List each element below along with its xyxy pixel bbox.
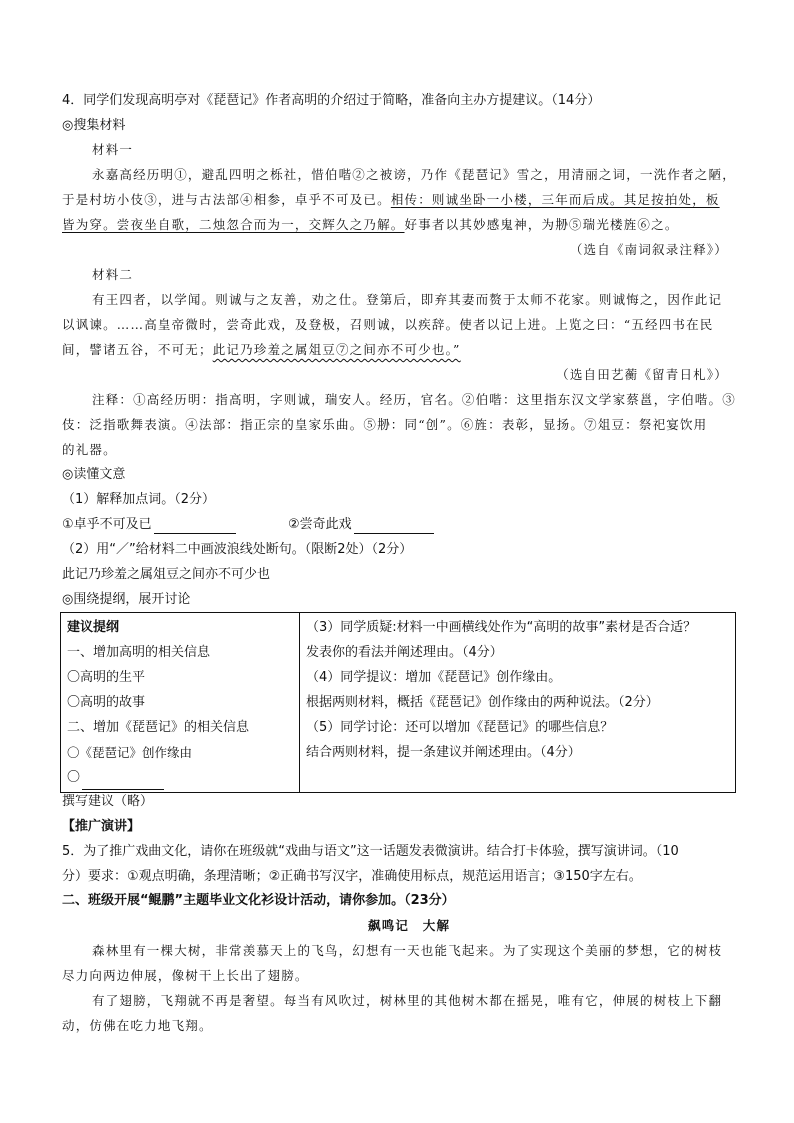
- outline-answer-blank[interactable]: [82, 775, 164, 790]
- notes-line-1: 注释：①高经历明：指高明，字则诚，瑞安人。经历，官名。②伯喈：这里指东汉文学家蔡邕，字伯喈。③: [92, 392, 736, 407]
- question-5-line-1: 5．为了推广戏曲文化，请你在班级就“戏曲与语文”这一话题发表微演讲。结合打卡体验，撰写演讲词。（10: [62, 844, 679, 859]
- sub-question-1a-text: ①卓乎不可及已: [62, 517, 152, 532]
- outline-left-cell: [61, 613, 300, 793]
- outline-item-2b: [67, 765, 293, 790]
- sub-question-1a: [62, 516, 236, 534]
- outline-item-1a: 〇高明的生平: [67, 670, 146, 685]
- answer-blank-1b[interactable]: [354, 519, 434, 534]
- part-2-heading: 二、班级开展“鲲鹏”主题毕业文化衫设计活动，请你参加。（23分）: [62, 893, 455, 908]
- write-note: 撰写建议（略）: [62, 794, 154, 809]
- material-2-line-3-plain: 间，譬诸五谷，不可无；: [62, 342, 213, 357]
- question-5-line-2: 分）要求：①观点明确，条理清晰；②正确书写汉字，准确使用标点，规范运用语言；③150字左右。: [62, 869, 642, 884]
- outline-table: [60, 612, 736, 793]
- material-1-heading: 材料一: [92, 142, 134, 157]
- story-title: 飙鸣记 大解: [368, 918, 451, 933]
- story-p2-line-1: 有了翅膀，飞翔就不再是奢望。每当有风吹过，树林里的其他树木都在摇晃，唯有它，伸展的树枝上下翻: [92, 993, 723, 1008]
- collect-materials-label: ◎搜集材料: [62, 118, 126, 133]
- sub-question-3-line-1: （3）同学质疑:材料一中画横线处作为“高明的故事”素材是否合适？: [306, 620, 697, 635]
- sub-question-2-text: 此记乃珍羞之属俎豆之间亦不可少也: [62, 567, 271, 582]
- material-1-line-3: [62, 216, 679, 234]
- sub-question-4-line-1: （4）同学提议：增加《琵琶记》创作缘由。: [306, 670, 562, 685]
- sub-question-5-line-1: （5）同学讨论：还可以增加《琵琶记》的哪些信息？: [306, 720, 614, 735]
- outline-item-2: 二、增加《琵琶记》的相关信息: [67, 720, 250, 735]
- outline-item-1: 一、增加高明的相关信息: [67, 645, 211, 660]
- material-2-line-2: 以讽谏。……高皇帝微时，尝奇此戏，及登极，召则诚，以疾辞。使者以记上进。上览之曰：“五经四书在民: [62, 317, 714, 332]
- sub-question-3-line-2: 发表你的看法并阐述理由。（4分）: [306, 645, 503, 660]
- answer-blank-1a[interactable]: [154, 519, 236, 534]
- outline-right-cell: [300, 613, 736, 793]
- outline-item-2a: 〇《琵琶记》创作缘由: [67, 745, 193, 760]
- question-4-title: 4．同学们发现高明亭对《琵琶记》作者高明的介绍过于简略，准备向主办方提建议。（14分）: [62, 93, 601, 108]
- sub-question-1b-text: ②尝奇此戏: [288, 517, 352, 532]
- material-1-line-2: [62, 191, 720, 209]
- material-1-source: （选自《南词叙录注释》）: [569, 242, 728, 257]
- outline-item-2b-marker: 〇: [67, 770, 81, 785]
- sub-question-1b: [288, 516, 434, 534]
- sub-question-5-line-2: 结合两则材料，提一条建议并阐述理由。（4分）: [306, 745, 581, 760]
- material-2-line-1: 有王四者，以学闻。则诚与之友善，劝之仕。登第后，即弃其妻而赘于太师不花家。则诚悔之，因作此记: [92, 292, 723, 307]
- material-2-line-3: [62, 341, 461, 359]
- notes-line-3: 的礼器。: [62, 442, 117, 457]
- outline-heading: 建议提纲: [67, 620, 120, 635]
- outline-item-1b: 〇高明的故事: [67, 695, 146, 710]
- promo-heading: 【推广演讲】: [62, 819, 141, 834]
- sub-question-2: （2）用“／”给材料二中画波浪线处断句。（限断2处）（2分）: [62, 542, 413, 557]
- read-label: ◎读懂文意: [62, 467, 126, 482]
- story-p2-line-2: 动，仿佛在吃力地飞翔。: [62, 1018, 213, 1033]
- notes-line-2: 伎：泛指歌舞表演。④法部：指正宗的皇家乐曲。⑤刱：同“创”。⑥旌：表彰，显扬。⑦俎豆：祭祀宴饮用: [62, 417, 708, 432]
- material-1-underlined-1: 相传：则诚坐卧一小楼，三年而后成。其足按拍处，板: [390, 192, 720, 207]
- material-1-underlined-2: 皆为穿。尝夜坐自歌，二烛忽合而为一，交辉久之乃解。: [62, 217, 405, 232]
- sub-question-4-line-2: 根据两则材料，概括《琵琶记》创作缘由的两种说法。（2分）: [306, 695, 659, 710]
- material-2-source: （选自田艺蘅《留青日札》）: [556, 367, 728, 382]
- discuss-label: ◎围绕提纲，展开讨论: [62, 592, 191, 607]
- material-1-line-2-plain: 于是村坊小伎③，进与古法部④相参，卓乎不可及已。: [62, 192, 391, 207]
- material-2-heading: 材料二: [92, 267, 134, 282]
- sub-question-1: （1）解释加点词。（2分）: [62, 492, 216, 507]
- story-p1-line-2: 尽力向两边伸展，像树干上长出了翅膀。: [62, 968, 309, 983]
- material-1-line-3-plain: 好事者以其妙感鬼神，为刱⑤瑞光楼旌⑥之。: [404, 217, 679, 232]
- material-1-line-1: 永嘉高经历明①，避乱四明之栎社，惜伯喈②之被谤，乃作《琵琶记》雪之，用清丽之词，一洗作者之陋，: [92, 167, 736, 182]
- story-p1-line-1: 森林里有一棵大树，非常羡慕天上的飞鸟，幻想有一天也能飞起来。为了实现这个美丽的梦想，它的树枝: [92, 943, 723, 958]
- material-2-wavy-sentence: 此记乃珍羞之属俎豆⑦之间亦不可少也。”: [212, 342, 461, 357]
